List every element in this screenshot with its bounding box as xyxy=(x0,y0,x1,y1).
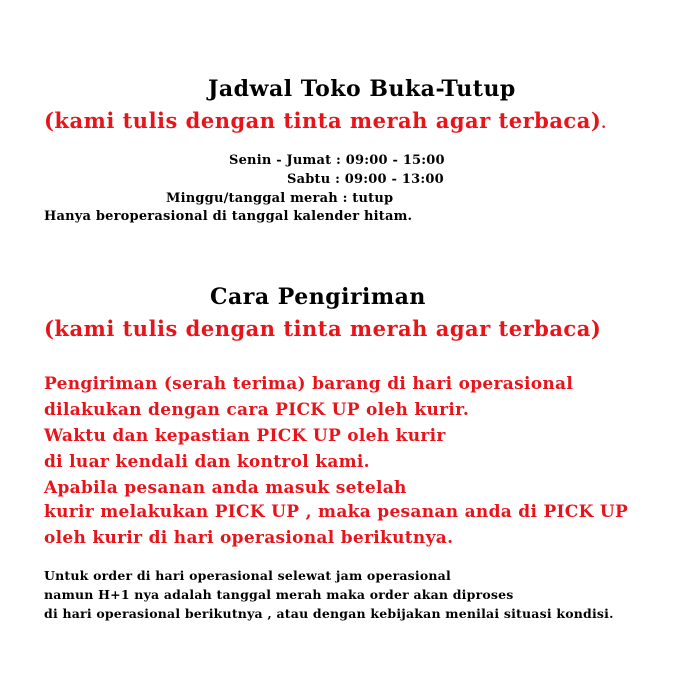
shipping-footnote-line: namun H+1 nya adalah tanggal merah maka order akan diproses xyxy=(44,587,514,602)
schedule-weekday: Senin - Jumat : 09:00 - 15:00 xyxy=(229,153,445,168)
shipping-body-line: Apabila pesanan anda masuk setelah xyxy=(44,478,407,498)
shipping-body-line: di luar kendali dan kontrol kami. xyxy=(44,452,370,472)
shipping-footnote-line: Untuk order di hari operasional selewat jam operasional xyxy=(44,568,451,583)
schedule-title: Jadwal Toko Buka-Tutup xyxy=(208,76,516,102)
shipping-red-note: (kami tulis dengan tinta merah agar terbaca) xyxy=(44,316,602,341)
shipping-body-line: Waktu dan kepastian PICK UP oleh kurir xyxy=(44,426,446,446)
shipping-body-line: oleh kurir di hari operasional berikutnya. xyxy=(44,528,454,548)
schedule-red-note-dot: . xyxy=(601,116,607,132)
schedule-operational-note: Hanya beroperasional di tanggal kalender hitam. xyxy=(44,209,413,224)
schedule-sunday-holiday: Minggu/tanggal merah : tutup xyxy=(166,191,394,206)
shipping-body-line: Pengiriman (serah terima) barang di hari operasional xyxy=(44,374,574,394)
shipping-body-line: dilakukan dengan cara PICK UP oleh kurir. xyxy=(44,400,470,420)
shipping-title: Cara Pengiriman xyxy=(210,284,426,310)
schedule-red-note xyxy=(44,110,607,131)
shipping-body-line: kurir melakukan PICK UP , maka pesanan anda di PICK UP xyxy=(44,502,629,522)
shipping-footnote-line: di hari operasional berikutnya , atau dengan kebijakan menilai situasi kondisi. xyxy=(44,606,614,621)
schedule-red-note-text: (kami tulis dengan tinta merah agar terbaca) xyxy=(44,108,602,133)
schedule-saturday: Sabtu : 09:00 - 13:00 xyxy=(287,172,444,187)
